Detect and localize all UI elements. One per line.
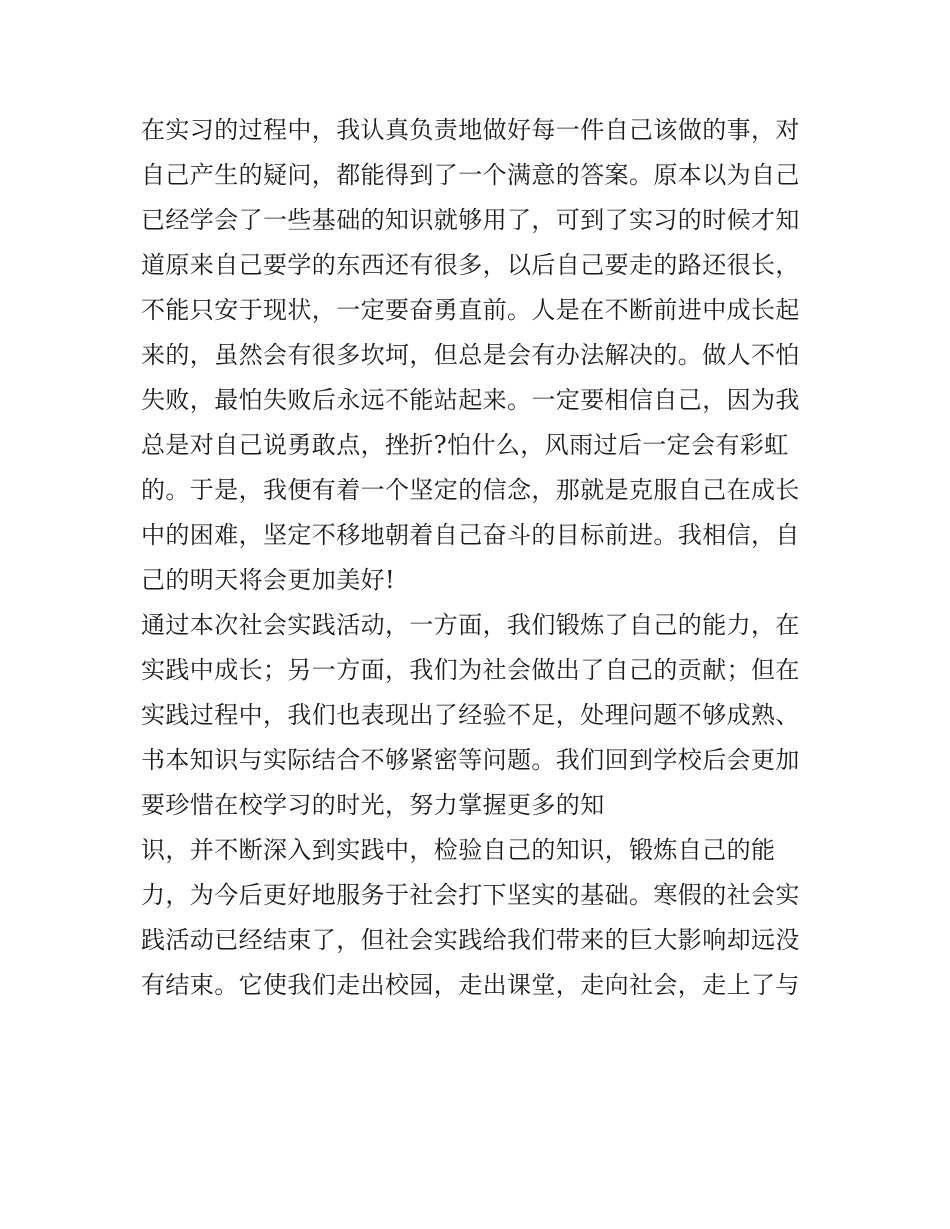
text-line: 有结束。它使我们走出校园，走出课堂，走向社会，走上了与 — [141, 971, 800, 999]
text-line: 中的困难，坚定不移地朝着自己奋斗的目标前进。我相信，自 — [141, 521, 800, 549]
text-line: 实践过程中，我们也表现出了经验不足，处理问题不够成熟、 — [141, 701, 800, 729]
text-line: 通过本次社会实践活动，一方面，我们锻炼了自己的能力，在 — [141, 611, 800, 639]
text-line: 力，为今后更好地服务于社会打下坚实的基础。寒假的社会实 — [141, 881, 800, 909]
text-line: 不能只安于现状，一定要奋勇直前。人是在不断前进中成长起 — [141, 296, 800, 324]
text-line: 践活动已经结束了，但社会实践给我们带来的巨大影响却远没 — [141, 926, 800, 954]
text-line: 识，并不断深入到实践中，检验自己的知识，锻炼自己的能 — [141, 836, 776, 864]
text-line: 来的，虽然会有很多坎坷，但总是会有办法解决的。做人不怕 — [141, 341, 800, 369]
text-line: 失败，最怕失败后永远不能站起来。一定要相信自己，因为我 — [141, 386, 800, 414]
text-line: 已经学会了一些基础的知识就够用了，可到了实习的时候才知 — [141, 206, 800, 234]
text-line: 在实习的过程中，我认真负责地做好每一件自己该做的事，对 — [141, 116, 800, 144]
text-line: 己的明天将会更加美好! — [141, 566, 396, 594]
text-line: 书本知识与实际结合不够紧密等问题。我们回到学校后会更加 — [141, 746, 800, 774]
text-line: 的。于是，我便有着一个坚定的信念，那就是克服自己在成长 — [141, 476, 800, 504]
text-line: 实践中成长；另一方面，我们为社会做出了自己的贡献；但在 — [141, 656, 800, 684]
text-line: 自己产生的疑问，都能得到了一个满意的答案。原本以为自己 — [141, 161, 800, 189]
text-line: 道原来自己要学的东西还有很多，以后自己要走的路还很长， — [141, 251, 800, 279]
document-body — [141, 108, 831, 1008]
text-line: 要珍惜在校学习的时光，努力掌握更多的知 — [141, 791, 605, 819]
text-line: 总是对自己说勇敢点，挫折?怕什么，风雨过后一定会有彩虹 — [141, 431, 789, 459]
